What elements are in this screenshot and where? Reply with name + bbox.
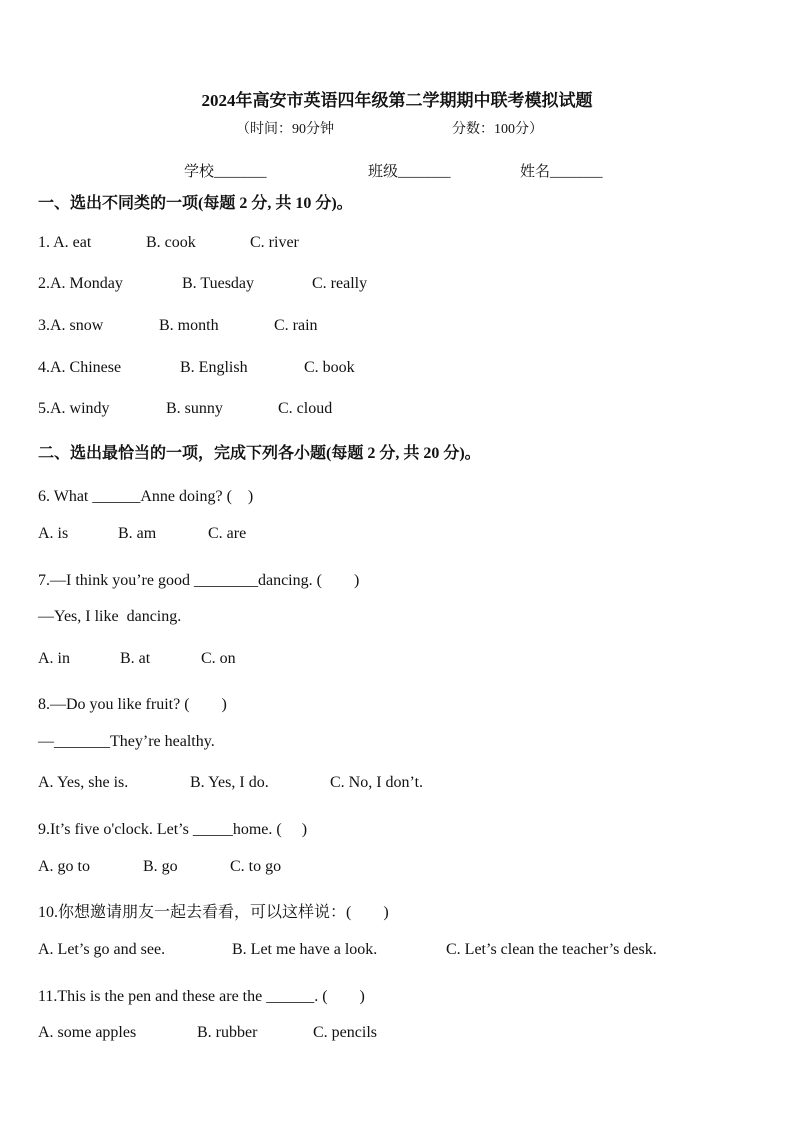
q10-option-c: C. Let’s clean the teacher’s desk. — [446, 941, 657, 958]
q5-option-c: C. cloud — [278, 400, 333, 417]
class-field: 班级_______ — [368, 164, 451, 180]
q9-option-b: B. go — [143, 858, 178, 875]
q3-option-c: C. rain — [274, 317, 318, 334]
q10-option-a: A. Let’s go and see. — [38, 941, 166, 958]
q9-option-a: A. go to — [38, 858, 90, 875]
exam-time: （时间：90分钟 — [236, 122, 334, 137]
q11-stem: 11.This is the pen and these are the ______. ( ) — [38, 988, 365, 1005]
q9-option-c: C. to go — [230, 858, 282, 875]
q8-reply: —_______They’re healthy. — [38, 733, 215, 750]
q3-option-a: 3.A. snow — [38, 317, 104, 334]
q6-option-b: B. am — [118, 525, 157, 542]
q6-stem: 6. What ______Anne doing? ( ) — [38, 488, 254, 505]
q11-option-a: A. some apples — [38, 1024, 137, 1041]
q2-option-a: 2.A. Monday — [38, 275, 123, 292]
q1-option-c: C. river — [250, 234, 299, 251]
q5-option-a: 5.A. windy — [38, 400, 110, 417]
q11-option-b: B. rubber — [197, 1024, 258, 1041]
q7-option-c: C. on — [201, 650, 236, 667]
q10-stem: 10.你想邀请朋友一起去看看，可以这样说：( ) — [38, 904, 389, 921]
q4-option-b: B. English — [180, 359, 248, 376]
q10-option-b: B. Let me have a look. — [232, 941, 378, 958]
q8-option-c: C. No, I don’t. — [330, 774, 424, 791]
school-field: 学校_______ — [184, 164, 267, 180]
q6-option-c: C. are — [208, 525, 247, 542]
q2-option-c: C. really — [312, 275, 368, 292]
q9-stem: 9.It’s five o'clock. Let’s _____home. ( ) — [38, 821, 308, 838]
q4-option-c: C. book — [304, 359, 355, 376]
q7-stem: 7.—I think you’re good ________dancing. ( ) — [38, 572, 360, 589]
q7-reply: —Yes, I like dancing. — [38, 608, 182, 625]
q1-option-a: 1. A. eat — [38, 234, 92, 251]
section1-heading: 一、选出不同类的一项(每题 2 分, 共 10 分)。 — [38, 195, 353, 212]
section2-heading: 二、选出最恰当的一项，完成下列各小题(每题 2 分, 共 20 分)。 — [38, 445, 481, 462]
q8-option-b: B. Yes, I do. — [190, 774, 269, 791]
q4-option-a: 4.A. Chinese — [38, 359, 122, 376]
q2-option-b: B. Tuesday — [182, 275, 255, 292]
q1-option-b: B. cook — [146, 234, 196, 251]
q8-option-a: A. Yes, she is. — [38, 774, 129, 791]
page-title: 2024年高安市英语四年级第二学期期中联考模拟试题 — [201, 91, 593, 110]
q7-option-b: B. at — [120, 650, 151, 667]
q5-option-b: B. sunny — [166, 400, 223, 417]
name-field: 姓名_______ — [520, 164, 603, 180]
q11-option-c: C. pencils — [313, 1024, 377, 1041]
q3-option-b: B. month — [159, 317, 219, 334]
exam-score: 分数：100分） — [452, 122, 543, 137]
q7-option-a: A. in — [38, 650, 70, 667]
q8-stem: 8.—Do you like fruit? ( ) — [38, 696, 227, 713]
q6-option-a: A. is — [38, 525, 69, 542]
